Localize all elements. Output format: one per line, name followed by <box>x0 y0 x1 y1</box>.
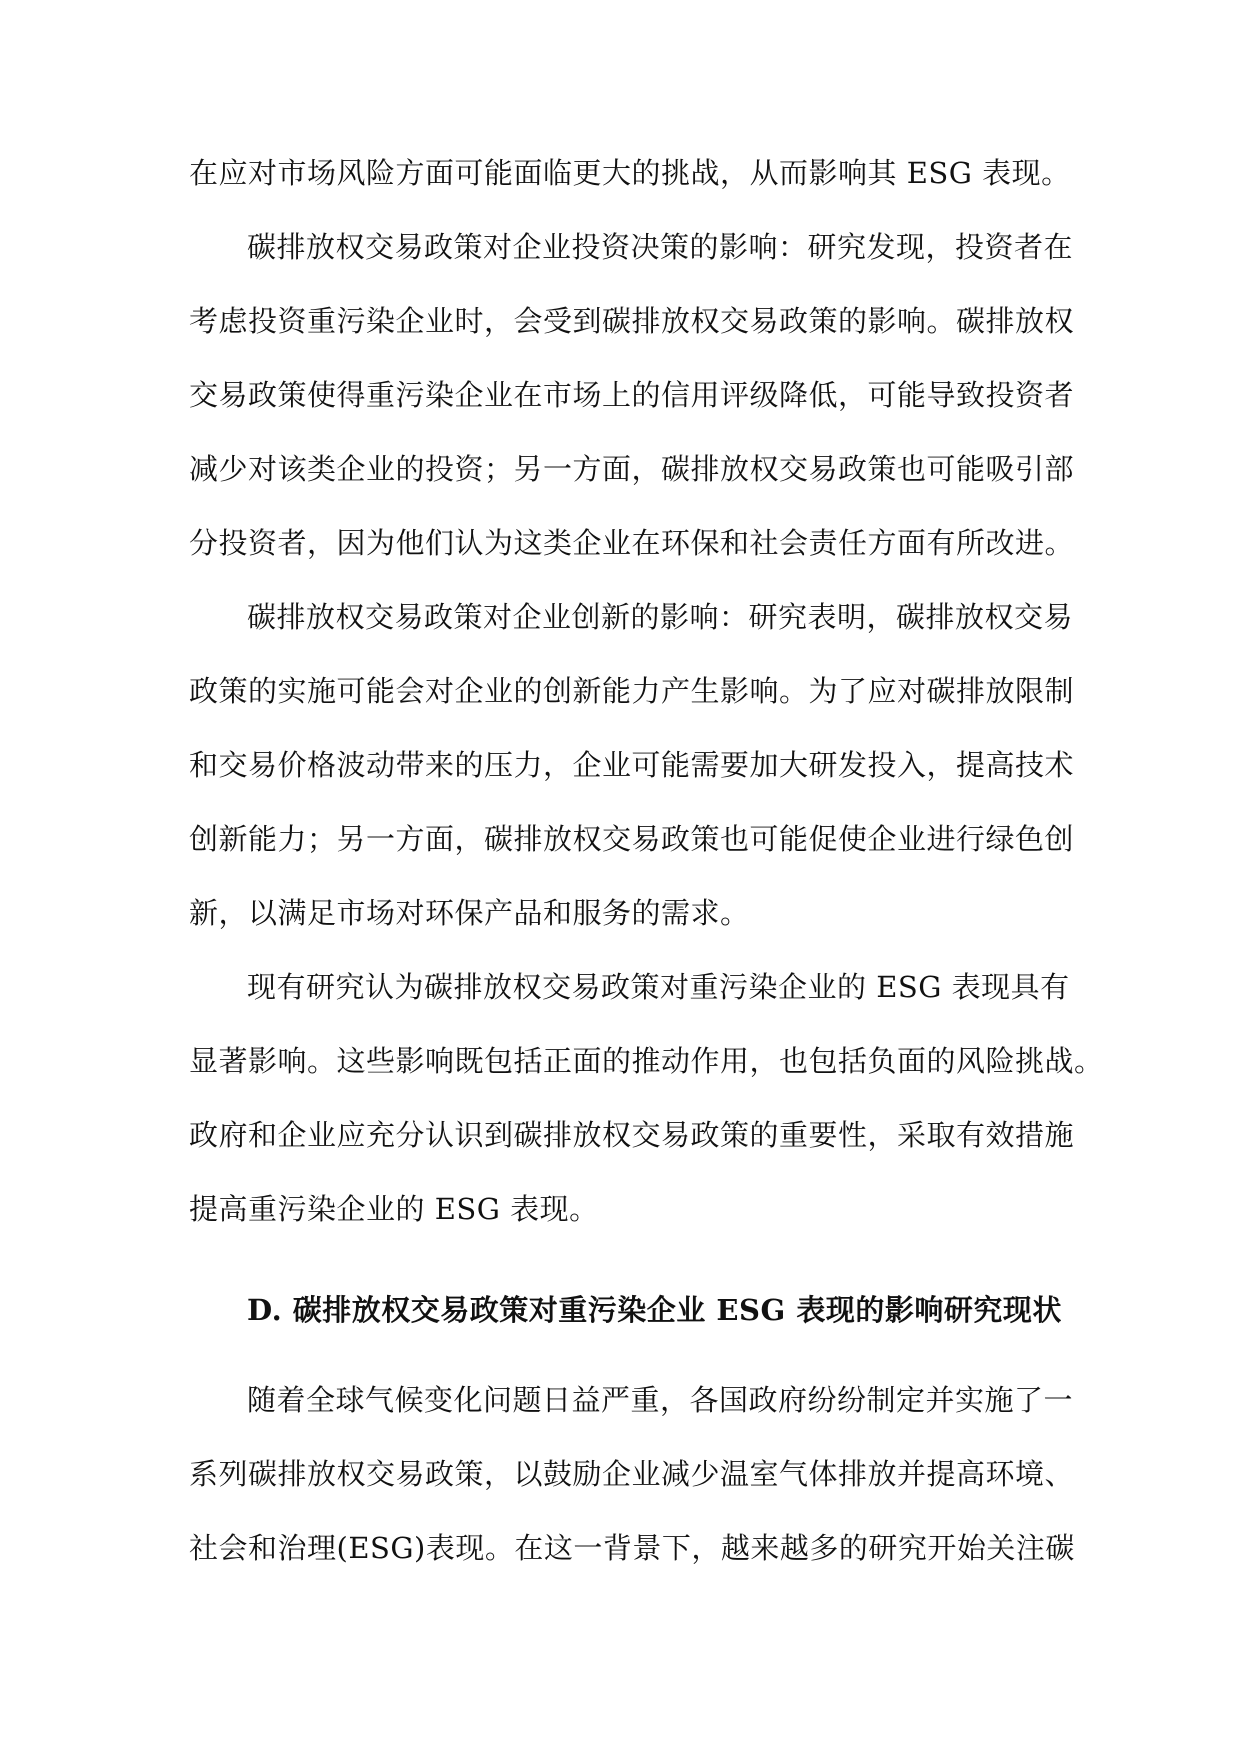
paragraph-line: 减少对该类企业的投资；另一方面，碳排放权交易政策也可能吸引部 <box>189 452 1075 486</box>
paragraph-line: 和交易价格波动带来的压力，企业可能需要加大研发投入，提高技术 <box>189 748 1075 782</box>
paragraph-line: 碳排放权交易政策对企业投资决策的影响：研究发现，投资者在 <box>247 230 1074 264</box>
paragraph-line: 碳排放权交易政策对企业创新的影响：研究表明，碳排放权交易 <box>247 600 1074 634</box>
paragraph-line: 在应对市场风险方面可能面临更大的挑战，从而影响其 ESG 表现。 <box>189 156 1071 190</box>
paragraph-line: 交易政策使得重污染企业在市场上的信用评级降低，可能导致投资者 <box>189 378 1075 412</box>
paragraph-line: 创新能力；另一方面，碳排放权交易政策也可能促使企业进行绿色创 <box>189 822 1075 856</box>
paragraph-line: 随着全球气候变化问题日益严重，各国政府纷纷制定并实施了一 <box>247 1383 1074 1417</box>
paragraph-line: 政府和企业应充分认识到碳排放权交易政策的重要性，采取有效措施 <box>189 1118 1075 1152</box>
paragraph-line: 显著影响。这些影响既包括正面的推动作用，也包括负面的风险挑战。 <box>189 1044 1104 1078</box>
paragraph-line: 社会和治理(ESG)表现。在这一背景下，越来越多的研究开始关注碳 <box>189 1531 1075 1565</box>
paragraph-line: 政策的实施可能会对企业的创新能力产生影响。为了应对碳排放限制 <box>189 674 1075 708</box>
paragraph-line: 提高重污染企业的 ESG 表现。 <box>189 1192 599 1226</box>
paragraph-line: 考虑投资重污染企业时，会受到碳排放权交易政策的影响。碳排放权 <box>189 304 1075 338</box>
paragraph-line: 现有研究认为碳排放权交易政策对重污染企业的 ESG 表现具有 <box>247 970 1070 1004</box>
section-heading: D. 碳排放权交易政策对重污染企业 ESG 表现的影响研究现状 <box>247 1293 1062 1327</box>
paragraph-line: 系列碳排放权交易政策，以鼓励企业减少温室气体排放并提高环境、 <box>189 1457 1075 1491</box>
paragraph-line: 新，以满足市场对环保产品和服务的需求。 <box>189 896 750 930</box>
paragraph-line: 分投资者，因为他们认为这类企业在环保和社会责任方面有所改进。 <box>189 526 1075 560</box>
